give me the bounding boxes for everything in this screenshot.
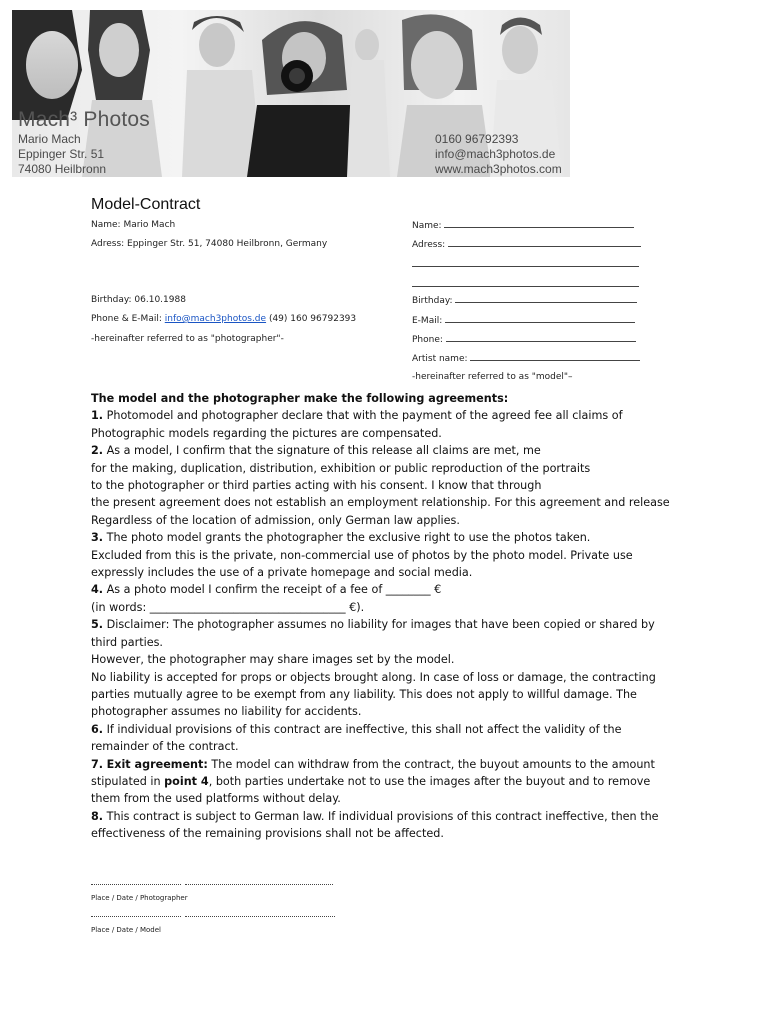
clause-2-line-5: Regardless of the location of admission, only German law applies.: [91, 513, 460, 527]
clause-5-line-6: photographer assumes no liability for accidents.: [91, 705, 362, 719]
clause-2-line-4: the present agreement does not establish an employment relationship. For this agreement and release: [91, 496, 670, 510]
clause-2-line-3: to the photographer or third parties acting with his consent. I know that through: [91, 479, 542, 493]
brand-title: Mach³ Photos: [18, 108, 150, 131]
photographer-role: -hereinafter referred to as "photographer"-: [91, 334, 284, 344]
model-place-date-line[interactable]: [91, 916, 181, 917]
photographer-contact: [91, 314, 356, 324]
photographer-name: Name: Mario Mach: [91, 220, 176, 230]
photographer-signature-line[interactable]: [185, 884, 333, 885]
model-name-line[interactable]: [444, 220, 634, 228]
model-address-label: Adress:: [412, 240, 446, 250]
clause-4-line-2: (in words: ___________________________________ €).: [91, 600, 365, 614]
clause-1: 1. Photomodel and photographer declare that with the payment of the agreed fee all claims of: [91, 409, 623, 423]
model-name-label: Name:: [412, 221, 442, 231]
header-email: info@mach3photos.de: [435, 147, 556, 161]
model-phone-field[interactable]: [412, 334, 636, 345]
model-email-line[interactable]: [445, 315, 635, 323]
clause-5-line-2: third parties.: [91, 635, 163, 649]
model-artist-line[interactable]: [470, 353, 640, 361]
owner-name: Mario Mach: [18, 132, 81, 146]
model-signature-line[interactable]: [185, 916, 335, 917]
clause-7-line-2: stipulated in point 4, both parties undertake not to use the images after the buyout and to remove: [91, 774, 651, 788]
model-signature-label: Place / Date / Model: [91, 926, 161, 934]
contact-phone: (49) 160 96792393: [268, 314, 357, 324]
header-banner: [12, 10, 570, 177]
model-role: -hereinafter referred to as "model"–: [412, 372, 573, 382]
clause-5-line-3: However, the photographer may share images set by the model.: [91, 653, 455, 667]
model-name-field[interactable]: [412, 220, 634, 231]
model-birthday-label: Birthday:: [412, 296, 453, 306]
agreements-body: [91, 390, 691, 843]
model-phone-label: Phone:: [412, 335, 443, 345]
header-phone: 0160 96792393: [435, 132, 519, 146]
owner-city: 74080 Heilbronn: [18, 162, 107, 176]
contact-email-link[interactable]: info@mach3photos.de: [164, 314, 267, 324]
model-email-label: E-Mail:: [412, 316, 443, 326]
model-birthday-line[interactable]: [455, 295, 637, 303]
photographer-birthday: Birthday: 06.10.1988: [91, 295, 186, 305]
clause-8: 8. This contract is subject to German law. If individual provisions of this contract ineffective, then the: [91, 809, 659, 823]
clause-2: 2. As a model, I confirm that the signature of this release all claims are met, me: [91, 444, 541, 458]
model-phone-line[interactable]: [446, 334, 636, 342]
clause-4: 4. As a photo model I confirm the receipt of a fee of ________ €: [91, 583, 442, 597]
model-artist-label: Artist name:: [412, 354, 468, 364]
clause-5-line-4: No liability is accepted for props or objects brought along. In case of loss or damage, the contracting: [91, 670, 656, 684]
clause-7: 7. Exit agreement: The model can withdraw from the contract, the buyout amounts to the amount: [91, 757, 655, 771]
model-artist-field[interactable]: [412, 353, 640, 364]
clause-3: 3. The photo model grants the photographer the exclusive right to use the photos taken.: [91, 531, 591, 545]
model-address-line-2[interactable]: [412, 266, 639, 267]
model-birthday-field[interactable]: [412, 295, 637, 306]
clause-3-line-2: Excluded from this is the private, non-commercial use of photos by the photo model. Private use: [91, 548, 633, 562]
photographer-place-date-line[interactable]: [91, 884, 181, 885]
clause-5-line-5: parties mutually agree to be exempt from any liability. This does not apply to willful damage. The: [91, 687, 637, 701]
clause-6-line-2: remainder of the contract.: [91, 740, 239, 754]
agreements-heading: The model and the photographer make the following agreements:: [91, 392, 509, 405]
clause-5: 5. Disclaimer: The photographer assumes no liability for images that have been copied or shared by: [91, 618, 655, 632]
clause-8-line-2: effectiveness of the remaining provisions shall not be affected.: [91, 827, 444, 841]
photographer-signature-label: Place / Date / Photographer: [91, 894, 188, 902]
model-address-line-3[interactable]: [412, 286, 639, 287]
photographer-address: Adress: Eppinger Str. 51, 74080 Heilbronn, Germany: [91, 239, 328, 249]
clause-2-line-2: for the making, duplication, distribution, exhibition or public reproduction of the portraits: [91, 461, 591, 475]
clause-6: 6. If individual provisions of this contract are ineffective, this shall not affect the validity of the: [91, 722, 622, 736]
clause-1-line-2: Photographic models regarding the pictures are compensated.: [91, 426, 442, 440]
model-email-field[interactable]: [412, 315, 635, 326]
contact-label: Phone & E-Mail:: [91, 314, 162, 324]
owner-street: Eppinger Str. 51: [18, 147, 105, 161]
model-address-line[interactable]: [448, 239, 641, 247]
header-website: www.mach3photos.com: [435, 162, 562, 176]
clause-3-line-3: expressly includes the use of a private homepage and social media.: [91, 566, 473, 580]
contract-title: Model-Contract: [91, 196, 201, 213]
clause-7-line-3: them from the used platforms without delay.: [91, 792, 341, 806]
model-address-field[interactable]: [412, 239, 641, 250]
